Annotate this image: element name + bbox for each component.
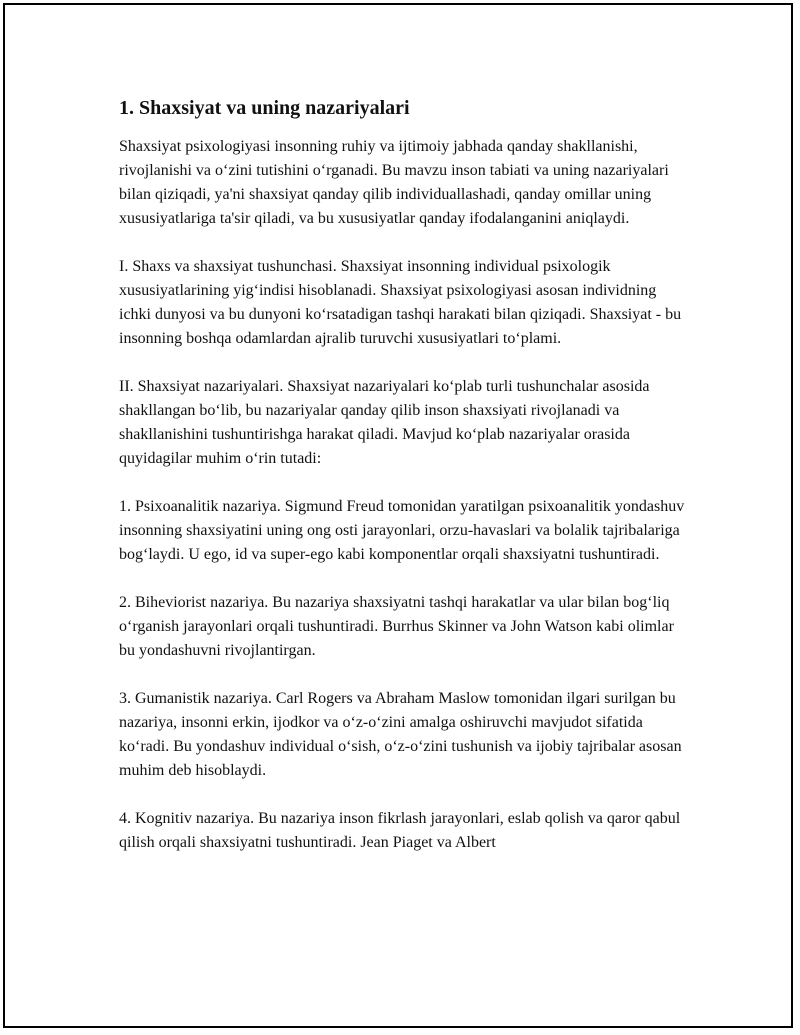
humanistic-theory-paragraph: 3. Gumanistik nazariya. Carl Rogers va Abraham Maslow tomonidan ilgari surilgan bu nazariya, insonni erkin, ijodkor va oʻz-oʻzini amalga oshiruvchi mavjudot sifatida koʻradi. Bu yondashuv individual oʻsish, oʻz-oʻzini tushunish va ijobiy tajribalar asosan muhim deb hisoblaydi. [119,690,682,779]
behaviorist-theory-paragraph: 2. Biheviorist nazariya. Bu nazariya shaxsiyatni tashqi harakatlar va ular bilan bogʻliq oʻrganish jarayonlari orqali tushuntiradi. Burrhus Skinner va John Watson kabi olimlar bu yondashuvni rivojlantirgan. [119,594,674,659]
intro-paragraph: Shaxsiyat psixologiyasi insonning ruhiy va ijtimoiy jabhada qanday shakllanishi, rivojlanishi va oʻzini tutishini oʻrganadi. Bu mavzu inson tabiati va uning nazariyalari bilan qiziqadi, ya'ni shaxsiyat qanday qilib individuallashadi, qanday omillar uning xususiyatlariga ta'sir qiladi, va bu xususiyatlar qanday ifodalanganini aniqlaydi. [119,138,669,227]
section-ii-paragraph: II. Shaxsiyat nazariyalari. Shaxsiyat nazariyalari koʻplab turli tushunchalar asosida shakllangan boʻlib, bu nazariyalar qanday qilib inson shaxsiyati rivojlanadi va shakllanishini tushuntirishga harakat qiladi. Mavjud koʻplab nazariyalar orasida quyidagilar muhim oʻrin tutadi: [119,378,650,467]
cognitive-theory-paragraph: 4. Kognitiv nazariya. Bu nazariya inson fikrlash jarayonlari, eslab qolish va qaror qabul qilish orqali shaxsiyatni tushuntiradi. Jean Piaget va Albert [119,810,681,851]
document-content [119,93,689,879]
document-title: 1. Shaxsiyat va uning nazariyalari [119,97,410,119]
section-i-paragraph: I. Shaxs va shaxsiyat tushunchasi. Shaxsiyat insonning individual psixologik xususiyatlarining yigʻindisi hisoblanadi. Shaxsiyat psixologiyasi asosan individning ichki dunyosi va bu dunyoni koʻrsatadigan tashqi harakati bilan qiziqadi. Shaxsiyat - bu insonning boshqa odamlardan ajralib turuvchi xususiyatlari toʻplami. [119,258,682,347]
psychoanalytic-theory-paragraph: 1. Psixoanalitik nazariya. Sigmund Freud tomonidan yaratilgan psixoanalitik yondashuv insonning shaxsiyatini uning ong osti jarayonlari, orzu-havaslari va bolalik tajribalariga bogʻlaydi. U ego, id va super-ego kabi komponentlar orqali shaxsiyatni tushuntiradi. [119,498,685,563]
document-page [3,3,793,1028]
